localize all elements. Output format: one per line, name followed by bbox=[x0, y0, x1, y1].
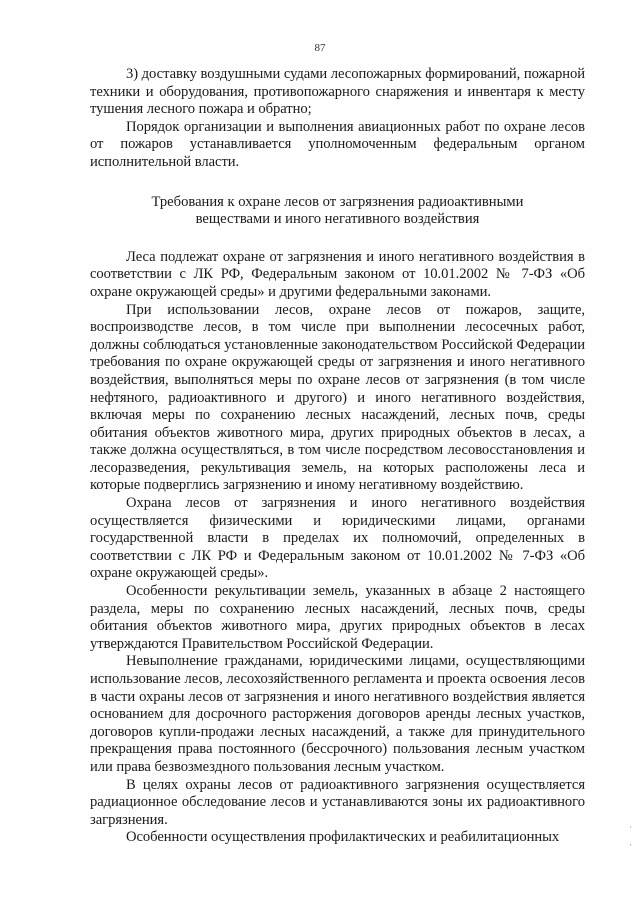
section-heading-line-2: веществами и иного негативного воздействия bbox=[195, 211, 480, 228]
document-body bbox=[90, 66, 585, 847]
paragraph-delivery-item: 3) доставку воздушными судами лесопожарных формирований, пожарной техники и оборудования, противопожарного снаряжения и инвентаря к месту тушения лесного пожара и обратно; bbox=[90, 66, 585, 118]
scan-margin-mark: · bbox=[629, 822, 632, 832]
paragraph-protection-actors: Охрана лесов от загрязнения и иного негативного воздействия осуществляется физическими и юридическими лицами, органами государственной власти в пределах их полномочий, определенных в соответствии с ЛК РФ и Федеральным законом от 10.01.2002 № 7-ФЗ «Об охране окружающей среды». bbox=[90, 495, 585, 582]
paragraph-non-compliance: Невыполнение гражданами, юридическими лицами, осуществляющими использование лесов, лесохозяйственного регламента и проекта освоения лесов в части охраны лесов от загрязнения и иного негативного воздействия является основанием для досрочного расторжения договоров аренды лесных участков, договоров купли-продажи лесных насаждений, а также для принудительного прекращения права постоянного (бессрочного) пользования лесным участком или права безвозмездного пользования лесным участком. bbox=[90, 653, 585, 775]
paragraph-recultivation: Особенности рекультивации земель, указанных в абзаце 2 настоящего раздела, меры по сохранению лесных насаждений, лесных почв, среды обитания объектов животного мира, других природных объектов в лесах утверждаются Правительством Российской Федерации. bbox=[90, 583, 585, 652]
paragraph-forest-protection-law: Леса подлежат охране от загрязнения и иного негативного воздействия в соответствии с ЛК РФ, Федеральным законом от 10.01.2002 № 7-ФЗ «Об охране окружающей среды» и другими федеральными законами. bbox=[90, 248, 585, 300]
paragraph-forest-use-requirements: При использовании лесов, охране лесов от пожаров, защите, воспроизводстве лесов, в том числе при выполнении лесосечных работ, должны соблюдаться установленные законодательством Российской Федерации требования по охране окружающей среды от загрязнения и иного негативного воздействия, выполняться меры по охране лесов от загрязнения (в том числе нефтяного, радиоактивного и другого) и иного негативного воздействия, включая меры по сохранению лесных насаждений, лесных почв, среды обитания объектов животного мира, других природных объектов в лесах, а также должна осуществляться, в том числе посредством лесовосстановления и лесоразведения, рекультивация земель, на которых расположены леса и которые подверглись загрязнению и иному негативному воздействию. bbox=[90, 301, 585, 494]
paragraph-aviation-procedure: Порядок организации и выполнения авиационных работ по охране лесов от пожаров устанавливается уполномоченным федеральным органом исполнительной власти. bbox=[90, 118, 585, 170]
section-heading bbox=[90, 194, 585, 229]
paragraph-radiation-survey: В целях охраны лесов от радиоактивного загрязнения осуществляется радиационное обследование лесов и устанавливаются зоны их радиоактивного загрязнения. bbox=[90, 776, 585, 828]
paragraph-preventive-measures: Особенности осуществления профилактических и реабилитационных bbox=[126, 829, 560, 846]
section-heading-line-1: Требования к охране лесов от загрязнения радиоактивными bbox=[151, 193, 524, 210]
page-number: 87 bbox=[314, 42, 326, 54]
scan-margin-mark: · bbox=[629, 840, 632, 850]
